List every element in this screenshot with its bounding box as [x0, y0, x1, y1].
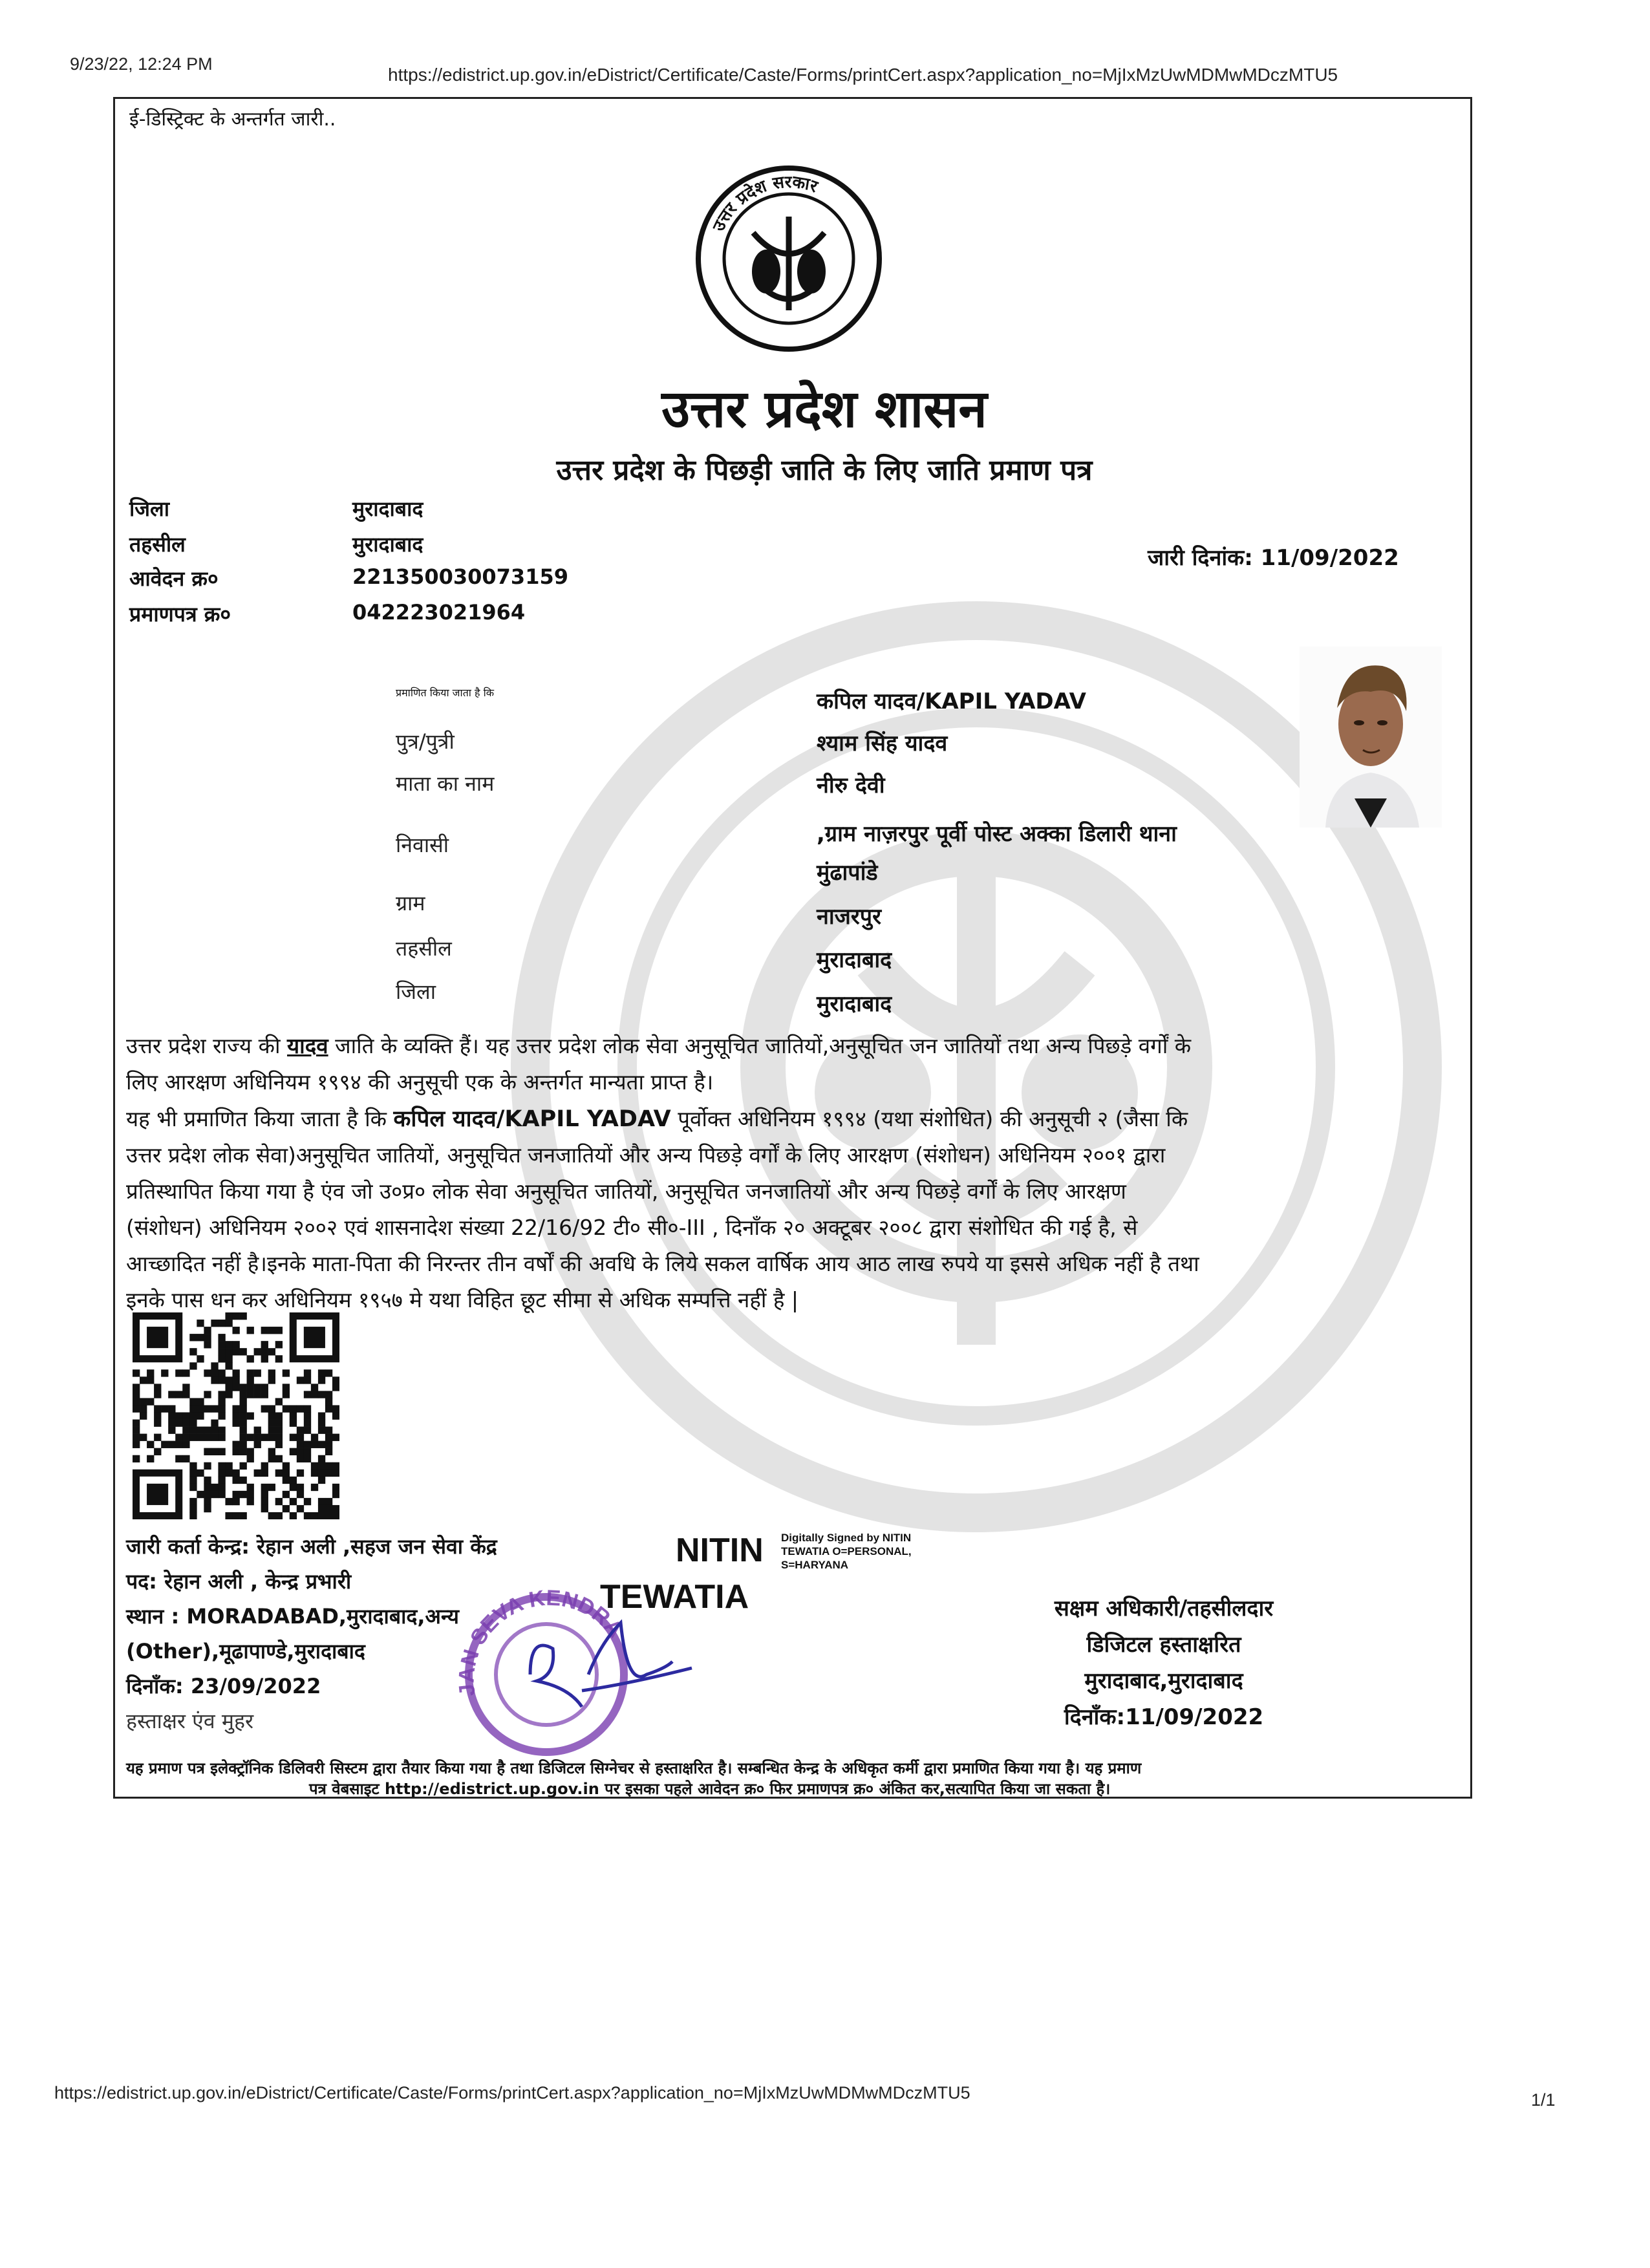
detail-value-name: कपिल यादव/KAPIL YADAV [817, 689, 1086, 714]
meta-label-district: जिला [129, 497, 170, 521]
authority-designation: सक्षम अधिकारी/तहसीलदार [1054, 1596, 1274, 1621]
paragraph-caste-line-1: उत्तर प्रदेश राज्य की यादव जाति के व्यक्ति हैं। यह उत्तर प्रदेश लोक सेवा अनुसूचित जातियों,अनुसूचित जन जातियों तथा अन्य पिछड़े वर्गों के [126, 1033, 1192, 1058]
detail-label-child-of: पुत्र/पुत्री [396, 729, 455, 754]
detail-label-tehsil: तहसील [396, 936, 452, 961]
applicant-photo [1300, 647, 1442, 828]
detail-label-resident: निवासी [396, 833, 449, 857]
issue-date-label: जारी दिनांक: [1148, 545, 1253, 571]
caste-name: यादव [287, 1033, 328, 1058]
digital-sign-note: Digitally Signed by NITIN TEWATIA O=PERSONAL, S=HARYANA [781, 1532, 912, 1571]
issuer-sign-label: हस्ताक्षर एंव मुहर [126, 1709, 254, 1733]
stamp-text: JAN SEVA KENDRA [454, 1585, 628, 1698]
digital-sign-name-line-2: TEWATIA [600, 1578, 749, 1616]
issue-date-value: 11/09/2022 [1260, 545, 1399, 571]
paragraph-caste [126, 1028, 1458, 1100]
up-emblem-logo [692, 162, 886, 356]
meta-value-tehsil: मुरादाबाद [352, 532, 423, 557]
detail-value-address-2: मुंढापांडे [817, 860, 878, 886]
print-url[interactable]: https://edistrict.up.gov.in/eDistrict/Certificate/Caste/Forms/printCert.aspx?application_no=MjIxMzUwMDMwMDczMTU5 [388, 65, 1338, 85]
issuer-place-line-1: स्थान : MORADABAD,मुरादाबाद,अन्य [126, 1604, 459, 1629]
detail-value-father: श्याम सिंह यादव [817, 731, 948, 756]
paragraph-cert-line-5: आच्छादित नहीं है।इनके माता-पिता की निरन्तर तीन वर्षों की अवधि के लिये सकल वार्षिक आय आठ लाख रुपये या इससे अधिक नहीं है तथा [126, 1251, 1199, 1276]
jan-seva-kendra-stamp [433, 1578, 705, 1771]
detail-label-certified: प्रमाणित किया जाता है कि [396, 687, 495, 699]
issuer-post: पद: रेहान अली , केन्द्र प्रभारी [126, 1569, 352, 1594]
issue-date [1148, 542, 1399, 572]
meta-value-application-no: 221350030073159 [352, 564, 568, 589]
detail-value-district: मुरादाबाद [817, 991, 892, 1017]
paragraph-cert-line-4: (संशोधन) अधिनियम २००२ एवं शासनादेश संख्या 22/16/92 टी० सी०-III , दिनाँक २० अक्टूबर २००८ द्वारा संशोधित की गई है, से [126, 1215, 1138, 1240]
detail-value-village: नाजरपुर [817, 904, 882, 930]
meta-label-certificate-no: प्रमाणपत्र क्र० [129, 602, 231, 626]
detail-label-village: ग्राम [396, 891, 425, 915]
paragraph-cert-line-3: प्रतिस्थापित किया गया है एंव जो उ०प्र० लोक सेवा अनुसूचित जातियों, अनुसूचित जनजातियों और अन्य पिछड़े वर्गों के लिए आरक्षण [126, 1179, 1126, 1204]
emblem-text: उत्तर प्रदेश सरकार [709, 172, 820, 235]
paragraph-certification [126, 1101, 1458, 1318]
govt-title: उत्तर प्रदेश शासन [661, 379, 987, 439]
print-footer-url[interactable]: https://edistrict.up.gov.in/eDistrict/Certificate/Caste/Forms/printCert.aspx?application_no=MjIxMzUwMDMwMDczMTU5 [54, 2083, 970, 2102]
meta-label-tehsil: तहसील [129, 532, 186, 557]
issuer-date: दिनाँक: 23/09/2022 [126, 1674, 321, 1698]
meta-value-certificate-no: 042223021964 [352, 600, 526, 625]
certificate-title: उत्तर प्रदेश के पिछड़ी जाति के लिए जाति प्रमाण पत्र [556, 454, 1093, 487]
detail-value-tehsil: मुरादाबाद [817, 947, 892, 973]
edistrict-note: ई-डिस्ट्रिक्ट के अन्तर्गत जारी.. [129, 108, 336, 131]
issuer-centre: जारी कर्ता केन्द्र: रेहान अली ,सहज जन सेवा केंद्र [126, 1534, 497, 1559]
paragraph-cert-line-2: उत्तर प्रदेश लोक सेवा)अनुसूचित जातियों, अनुसूचित जनजातियों और अन्य पिछड़े वर्गों के लिए आरक्षण (संशोधन) अधिनियम २००१ द्वारा [126, 1142, 1166, 1168]
footer-note-line-1: यह प्रमाण पत्र इलेक्ट्रॉनिक डिलिवरी सिस्टम द्वारा तैयार किया गया है तथा डिजिटल सिग्नेचर से हस्ताक्षरित है। सम्बन्धित केन्द्र के अधिकृत कर्मी द्वारा प्रमाणित किया गया है। यह प्रमाण [126, 1759, 1142, 1777]
meta-value-district: मुरादाबाद [352, 497, 423, 521]
issuer-place-line-2: (Other),मूढापाण्डे,मुरादाबाद [126, 1639, 365, 1664]
meta-label-application-no: आवेदन क्र० [129, 566, 219, 591]
digital-sign-name-line-1: NITIN [676, 1532, 764, 1569]
detail-value-address: ,ग्राम नाज़रपुर पूर्वी पोस्ट अक्का डिलारी थाना [817, 821, 1177, 847]
print-page-number: 1/1 [1531, 2090, 1556, 2110]
paragraph-cert-line-6: इनके पास धन कर अधिनियम १९५७ मे यथा विहित छूट सीमा से अधिक सम्पत्ति नहीं है | [126, 1287, 799, 1312]
paragraph-caste-line-2: लिए आरक्षण अधिनियम १९९४ की अनुसूची एक के अन्तर्गत मान्यता प्राप्त है। [126, 1069, 714, 1095]
authority-location: मुरादाबाद,मुरादाबाद [1084, 1668, 1243, 1694]
paragraph-cert-line-1: यह भी प्रमाणित किया जाता है कि कपिल यादव/KAPIL YADAV पूर्वोक्त अधिनियम १९९४ (यथा संशोधित) की अनुसूची २ (जैसा कि [126, 1106, 1188, 1132]
authority-block [957, 1590, 1371, 1735]
svg-text:उत्तर प्रदेश सरकार [709, 172, 820, 235]
detail-label-district: जिला [396, 979, 436, 1004]
authority-date: दिनाँक:11/09/2022 [1064, 1704, 1264, 1730]
authority-digital: डिजिटल हस्ताक्षरित [1086, 1632, 1241, 1658]
footer-note-line-2: पत्र वेबसाइट http://edistrict.up.gov.in पर इसका पहले आवेदन क्र० फिर प्रमाणपत्र क्र० अंकित कर,सत्यापित किया जा सकता है। [309, 1780, 1111, 1798]
detail-value-mother: नीरु देवी [817, 773, 885, 798]
applicant-name-inline: कपिल यादव/KAPIL YADAV [393, 1106, 671, 1132]
detail-label-mother: माता का नाम [396, 771, 495, 796]
print-datetime: 9/23/22, 12:24 PM [70, 54, 213, 74]
qr-code [133, 1312, 339, 1519]
